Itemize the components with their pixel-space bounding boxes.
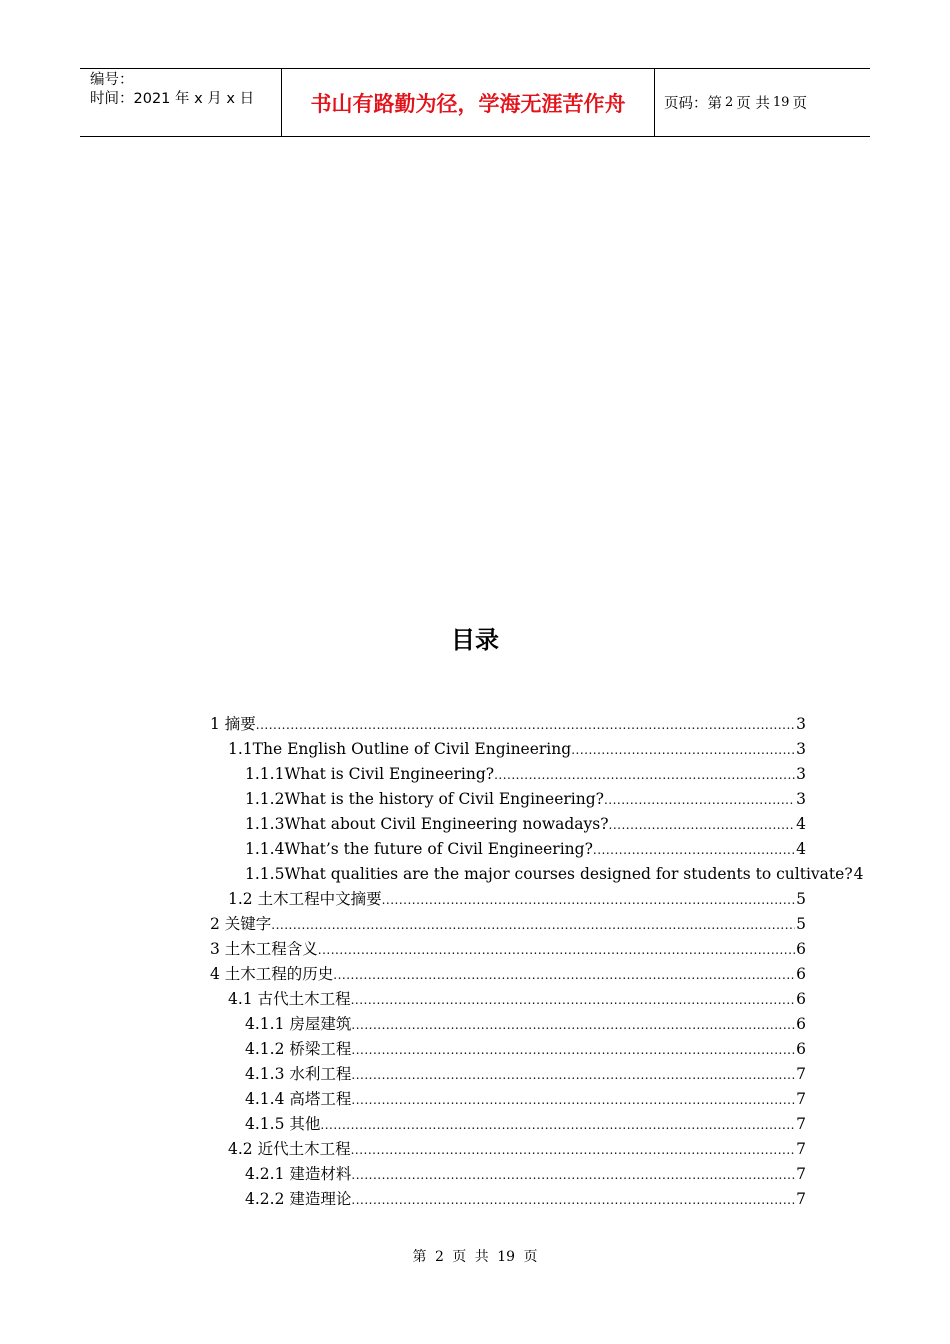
table-of-contents (210, 712, 864, 1212)
page-prefix: 页码：第 (664, 96, 722, 112)
toc-entry[interactable] (210, 762, 806, 787)
toc-entry-text: 1.2 土木工程中文摘要 (228, 890, 382, 908)
page-footer: 第 2 页 共 19 页 (412, 1249, 538, 1265)
toc-entry-text: 1.1.3What about Civil Engineering nowadays? (245, 815, 609, 833)
toc-page-number: 4 (853, 865, 864, 883)
toc-page-number: 7 (796, 1165, 806, 1183)
toc-page-number: 6 (796, 1040, 806, 1058)
toc-entry-text: 1.1.1What is Civil Engineering? (245, 765, 495, 783)
toc-entry[interactable] (210, 1112, 806, 1137)
toc-entry-text: 4.1.3 水利工程 (245, 1065, 352, 1083)
toc-page-number: 4 (796, 815, 806, 833)
toc-page-number: 6 (796, 940, 806, 958)
toc-entry-text: 4 土木工程的历史 (210, 965, 334, 983)
toc-leader-dots (382, 888, 796, 913)
toc-entry-text: 1 摘要 (210, 715, 256, 733)
toc-entry[interactable] (210, 1037, 806, 1062)
toc-leader-dots (351, 1038, 795, 1063)
toc-entry[interactable] (210, 1137, 806, 1162)
toc-entry-text: 1.1.4What’s the future of Civil Engineering? (245, 840, 593, 858)
toc-entry-text: 3 土木工程含义 (210, 940, 318, 958)
toc-entry[interactable] (210, 812, 806, 837)
toc-leader-dots (271, 913, 795, 938)
page-suffix: 页 (792, 96, 807, 112)
header-motto: 书山有路勤为径，学海无涯苦作舟 (281, 69, 655, 136)
toc-entry[interactable] (210, 862, 864, 887)
toc-page-number: 3 (796, 765, 806, 783)
header-page-number (655, 69, 870, 136)
toc-page-number: 6 (796, 965, 806, 983)
toc-page-number: 3 (796, 790, 806, 808)
toc-leader-dots (351, 1163, 795, 1188)
toc-entry[interactable] (210, 787, 806, 812)
page-current: 2 (725, 95, 734, 110)
toc-page-number: 7 (796, 1090, 806, 1108)
toc-entry-text: 4.1.2 桥梁工程 (245, 1040, 352, 1058)
toc-entry-text: 4.2.1 建造材料 (245, 1165, 352, 1183)
toc-leader-dots (351, 1188, 795, 1213)
toc-page-number: 5 (796, 915, 806, 933)
toc-leader-dots (351, 1088, 795, 1113)
toc-entry[interactable] (210, 962, 806, 987)
toc-entry[interactable] (210, 912, 806, 937)
toc-leader-dots (351, 988, 796, 1013)
toc-page-number: 7 (796, 1065, 806, 1083)
toc-page-number: 4 (796, 840, 806, 858)
toc-leader-dots (351, 1063, 795, 1088)
toc-entry-text: 4.1 古代土木工程 (228, 990, 351, 1008)
toc-page-number: 6 (796, 1015, 806, 1033)
toc-leader-dots (494, 763, 795, 788)
toc-leader-dots (604, 788, 795, 813)
toc-entry[interactable] (210, 1087, 806, 1112)
toc-entry-text: 1.1.5What qualities are the major courses designed for students to cultivate? (245, 865, 853, 883)
toc-title: 目录 (451, 626, 499, 654)
toc-page-number: 7 (796, 1190, 806, 1208)
toc-page-number: 5 (796, 890, 806, 908)
toc-leader-dots (351, 1138, 796, 1163)
date-line: 时间：2021 年 x 月 x 日 (90, 91, 255, 107)
serial-label: 编号： (90, 72, 134, 88)
toc-entry-text: 4.2.2 建造理论 (245, 1190, 352, 1208)
toc-entry-text: 4.2 近代土木工程 (228, 1140, 351, 1158)
toc-entry[interactable] (210, 937, 806, 962)
toc-leader-dots (351, 1013, 795, 1038)
toc-entry-text: 4.1.1 房屋建筑 (245, 1015, 352, 1033)
toc-leader-dots (320, 1113, 795, 1138)
toc-entry-text: 4.1.4 高塔工程 (245, 1090, 352, 1108)
toc-entry-text: 2 关键字 (210, 915, 272, 933)
toc-entry[interactable] (210, 887, 806, 912)
toc-entry[interactable] (210, 1162, 806, 1187)
page-header (80, 68, 870, 137)
page-total: 19 (772, 95, 790, 110)
toc-entry-text: 4.1.5 其他 (245, 1115, 321, 1133)
toc-leader-dots (256, 713, 795, 738)
page-mid: 页 共 (736, 96, 770, 112)
toc-page-number: 3 (796, 715, 806, 733)
toc-page-number: 7 (796, 1115, 806, 1133)
toc-entry[interactable] (210, 1062, 806, 1087)
toc-entry-text: 1.1The English Outline of Civil Engineering (228, 740, 572, 758)
toc-leader-dots (609, 813, 796, 838)
header-info (80, 69, 281, 136)
toc-page-number: 3 (796, 740, 806, 758)
toc-leader-dots (318, 938, 795, 963)
toc-entry[interactable] (210, 712, 806, 737)
toc-entry[interactable] (210, 1187, 806, 1212)
toc-leader-dots (571, 738, 795, 763)
toc-entry[interactable] (210, 737, 806, 762)
toc-entry[interactable] (210, 837, 806, 862)
toc-page-number: 6 (796, 990, 806, 1008)
toc-entry[interactable] (210, 987, 806, 1012)
toc-page-number: 7 (796, 1140, 806, 1158)
toc-leader-dots (593, 838, 795, 863)
toc-entry[interactable] (210, 1012, 806, 1037)
toc-leader-dots (333, 963, 795, 988)
toc-entry-text: 1.1.2What is the history of Civil Engineering? (245, 790, 604, 808)
